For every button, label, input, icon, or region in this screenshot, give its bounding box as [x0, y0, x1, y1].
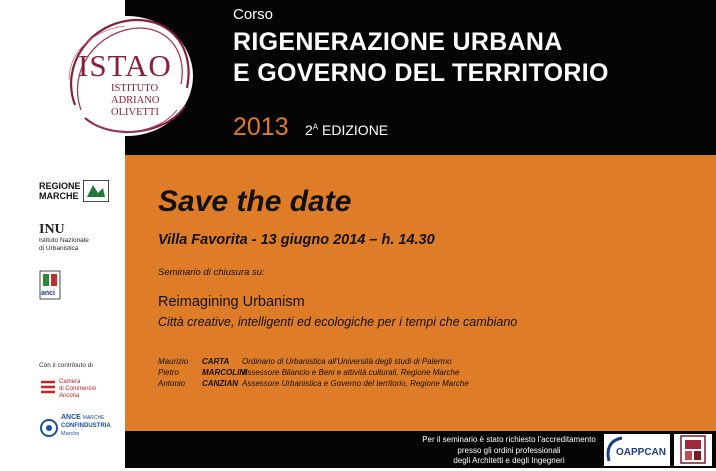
accreditation-note: [418, 435, 600, 467]
speaker-last-name: CANZIAN: [202, 379, 238, 388]
speaker-first-name: Maurizio: [158, 357, 189, 366]
edition-label: [305, 122, 388, 138]
istao-wordmark: ISTAO: [78, 48, 172, 83]
accreditation-line1: Per il seminario è stato richiesto l'accreditamento: [422, 435, 596, 444]
speaker-row: [158, 367, 460, 378]
crest-icon: [674, 434, 712, 466]
inu-line1: Istituto Nazionale: [39, 237, 89, 244]
course-label: Corso: [233, 6, 274, 23]
seminar-title: Reimagining Urbanism: [158, 294, 305, 310]
speaker-list: [158, 356, 469, 389]
edition-text: EDIZIONE: [322, 122, 389, 138]
camera-commercio-icon: [39, 378, 57, 398]
inu-wordmark: INU: [39, 222, 65, 237]
accreditation-line3: degli Architetti e degli Ingegneri: [453, 456, 565, 465]
speaker-first-name: Pietro: [158, 368, 179, 377]
regione-line1: REGIONE: [39, 181, 81, 191]
camera-line1: Camera: [59, 379, 81, 385]
inu-line2: di Urbanistica: [39, 244, 79, 252]
camera-line2: di Commercio: [59, 386, 97, 392]
regione-line2: MARCHE: [39, 191, 79, 201]
oappcan-logo: [604, 434, 670, 466]
seminar-intro: Seminario di chiusura su:: [158, 267, 265, 278]
course-title-line2: E GOVERNO DEL TERRITORIO: [233, 59, 609, 87]
ance-region: MARCHE: [82, 415, 105, 421]
course-title-line1: RIGENERAZIONE URBANA: [233, 28, 563, 56]
contributions-label: Con il contributo di: [39, 362, 93, 369]
oappcan-label: OAPPCAN: [616, 447, 667, 458]
confindustria-line1: CONFINDUSTRIA: [61, 423, 111, 429]
regione-emblem-icon: [83, 180, 109, 202]
engineers-crest-logo: [674, 434, 712, 466]
save-the-date-heading: Save the date: [158, 185, 352, 218]
camera-commercio-label: [59, 379, 96, 400]
speaker-last-name: MARCOLINI: [202, 368, 248, 377]
speaker-last-name: CARTA: [202, 357, 230, 366]
camera-commercio-logo: [39, 378, 109, 400]
edition-superscript: A: [312, 122, 319, 132]
regione-marche-logo: [39, 180, 111, 204]
accreditation-line2: presso gli ordini professionali: [457, 445, 561, 455]
seminar-subtitle: Città creative, intelligenti ed ecologiche per i tempi che cambiano: [158, 315, 518, 329]
regione-marche-label: [39, 181, 81, 201]
camera-line3: Ancona: [59, 393, 80, 399]
speaker-role: Assessore Urbanistica e Governo del territorio, Regione Marche: [242, 379, 469, 388]
speaker-row: [158, 356, 452, 367]
istao-line1: ISTITUTO: [111, 83, 159, 94]
anci-logo: [39, 270, 61, 300]
istao-line3: OLIVETTI: [111, 107, 159, 118]
ance-wordmark: ANCE: [61, 414, 81, 421]
ance-label: [61, 414, 111, 438]
ance-confindustria-logo: [39, 412, 111, 442]
speaker-role: Assessore Bilancio e Beni e attività culturali, Regione Marche: [242, 368, 460, 377]
speaker-role: Ordinario di Urbanistica all'Università degli studi di Palermo: [242, 357, 452, 366]
course-year: 2013: [233, 113, 289, 141]
istao-subtitle: [111, 83, 159, 119]
istao-line2: ADRIANO: [111, 95, 160, 106]
speaker-row: [158, 378, 469, 389]
anci-label: anci: [41, 290, 56, 297]
ance-emblem-icon: [39, 418, 59, 438]
edition-number: 2: [305, 122, 313, 138]
istao-logo: [55, 10, 200, 145]
speaker-first-name: Antonio: [158, 379, 186, 388]
header-band: [125, 0, 716, 155]
confindustria-line2: Marche: [61, 431, 80, 437]
inu-logo: [39, 222, 89, 252]
venue-date-line: Villa Favorita - 13 giugno 2014 – h. 14.30: [158, 232, 435, 248]
